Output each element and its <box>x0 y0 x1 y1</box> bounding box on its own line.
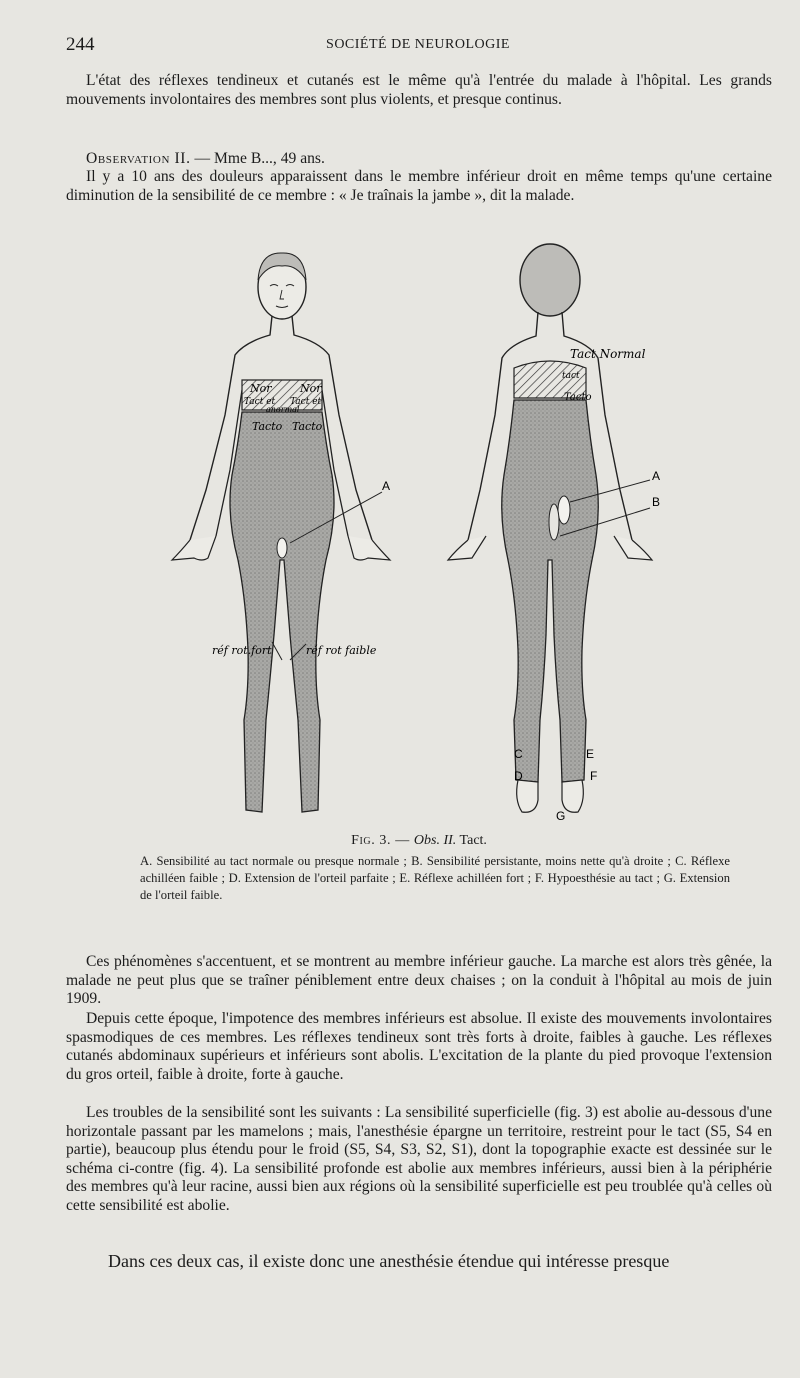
observation-heading <box>66 150 772 169</box>
figure-body-charts <box>150 240 690 825</box>
observation-patient: — Mme B..., 49 ans. <box>190 150 325 167</box>
front-label-letter-a: A <box>382 479 391 493</box>
front-label-lower-right: Tacto <box>292 420 323 433</box>
back-letter-e: E <box>586 747 595 761</box>
back-letter-d: D <box>514 769 523 783</box>
back-letter-c: C <box>514 747 523 761</box>
back-label-tact-normal: Tact Normal <box>570 347 646 361</box>
front-label-band-right: Tact et <box>290 397 322 407</box>
observation-label: Observation II. <box>86 150 191 167</box>
caption-obs: Obs. II. <box>413 833 457 848</box>
final-paragraph: Dans ces deux cas, il existe donc une anesthésie étendue qui intéresse presque <box>108 1251 670 1271</box>
back-letter-a: A <box>652 469 661 483</box>
back-letter-b: B <box>652 495 661 509</box>
page-header <box>66 34 770 58</box>
paragraph-2: Depuis cette époque, l'impotence des membres inférieurs est absolue. Il existe des mouvements involontaires spasmodiques de ces membres. Les réflexes tendineux sont très forts à droite, faibles à gauche. Les réflexes cutanés abdominaux supérieurs et inférieurs sont abolis. L'excitation de la plante du pied provoque l'extension du gros orteil, faible à droite, forte à gauche. <box>66 1010 772 1083</box>
front-anesthesia-region <box>230 412 334 812</box>
front-label-reflex-right: réf rot faible <box>306 644 377 657</box>
back-anesthesia-region <box>502 400 599 782</box>
paragraph-1: Ces phénomènes s'accentuent, et se montrent au membre inférieur gauche. La marche est alors très gênée, la malade ne peut plus que se traîner péniblement entre deux chaises ; on la conduit à l'hôpital au mois de juin 1909. <box>66 953 772 1007</box>
front-label-lower-left: Tacto <box>252 420 283 433</box>
front-label-band-center: anormal <box>266 405 300 414</box>
front-label-band-left: Tact et <box>244 397 276 407</box>
running-title: SOCIÉTÉ DE NEUROLOGIE <box>326 37 510 52</box>
figure-legend: A. Sensibilité au tact normale ou presque normale ; B. Sensibilité persistante, moins nette qu'à droite ; C. Réflexe achilléen faible ; D. Extension de l'orteil parfaite ; E. Réflexe achilléen fort ; F. Hypoesthésie au tact ; G. Extension de l'orteil faible. <box>140 854 730 902</box>
caption-prefix: Fig. 3. — <box>351 833 414 848</box>
figure-caption <box>66 833 772 849</box>
caption-suffix: Tact. <box>456 833 487 848</box>
back-label-band-tacto: Tacto <box>564 392 592 403</box>
intro-paragraph: L'état des réflexes tendineux et cutanés est le même qu'à l'entrée du malade à l'hôpital. Les grands mouvements involontaires des membres sont plus violents, et presque continus. <box>66 72 772 108</box>
page-number: 244 <box>66 34 95 55</box>
paragraph-3: Les troubles de la sensibilité sont les suivants : La sensibilité superficielle (fig. 3) est abolie au-dessous d'une horizontale passant par les mamelons ; mais, l'anesthésie épargne un territoire, restreint pour le tact (S5, S4 en partie), beaucoup plus étendu pour le froid (S5, S4, S3, S2, S1), dont la topographie exacte est dessinée sur le schéma ci-contre (fig. 4). La sensibilité profonde est abolie aux membres inférieurs, aussi bien à la périphérie des membres qu'à leur racine, aussi bien aux régions où la sensibilité superficielle est peu troublée qu'à celles où cette sensibilité est abolie. <box>66 1104 772 1214</box>
back-label-band-tact: tact <box>562 371 580 381</box>
front-figure <box>172 253 390 812</box>
back-head <box>520 244 580 316</box>
front-label-chest-right: Nor <box>300 382 322 395</box>
observation-paragraph: Il y a 10 ans des douleurs apparaissent dans le membre inférieur droit en même temps qu'une certaine diminution de la sensibilité de ce membre : « Je traînais la jambe », dit la malade. <box>66 168 772 204</box>
front-label-chest-left: Nor <box>250 382 272 395</box>
front-label-reflex-left: réf rot.fort <box>212 644 272 657</box>
back-letter-f: F <box>590 769 598 783</box>
back-figure <box>448 244 660 823</box>
back-letter-g: G <box>556 809 566 823</box>
